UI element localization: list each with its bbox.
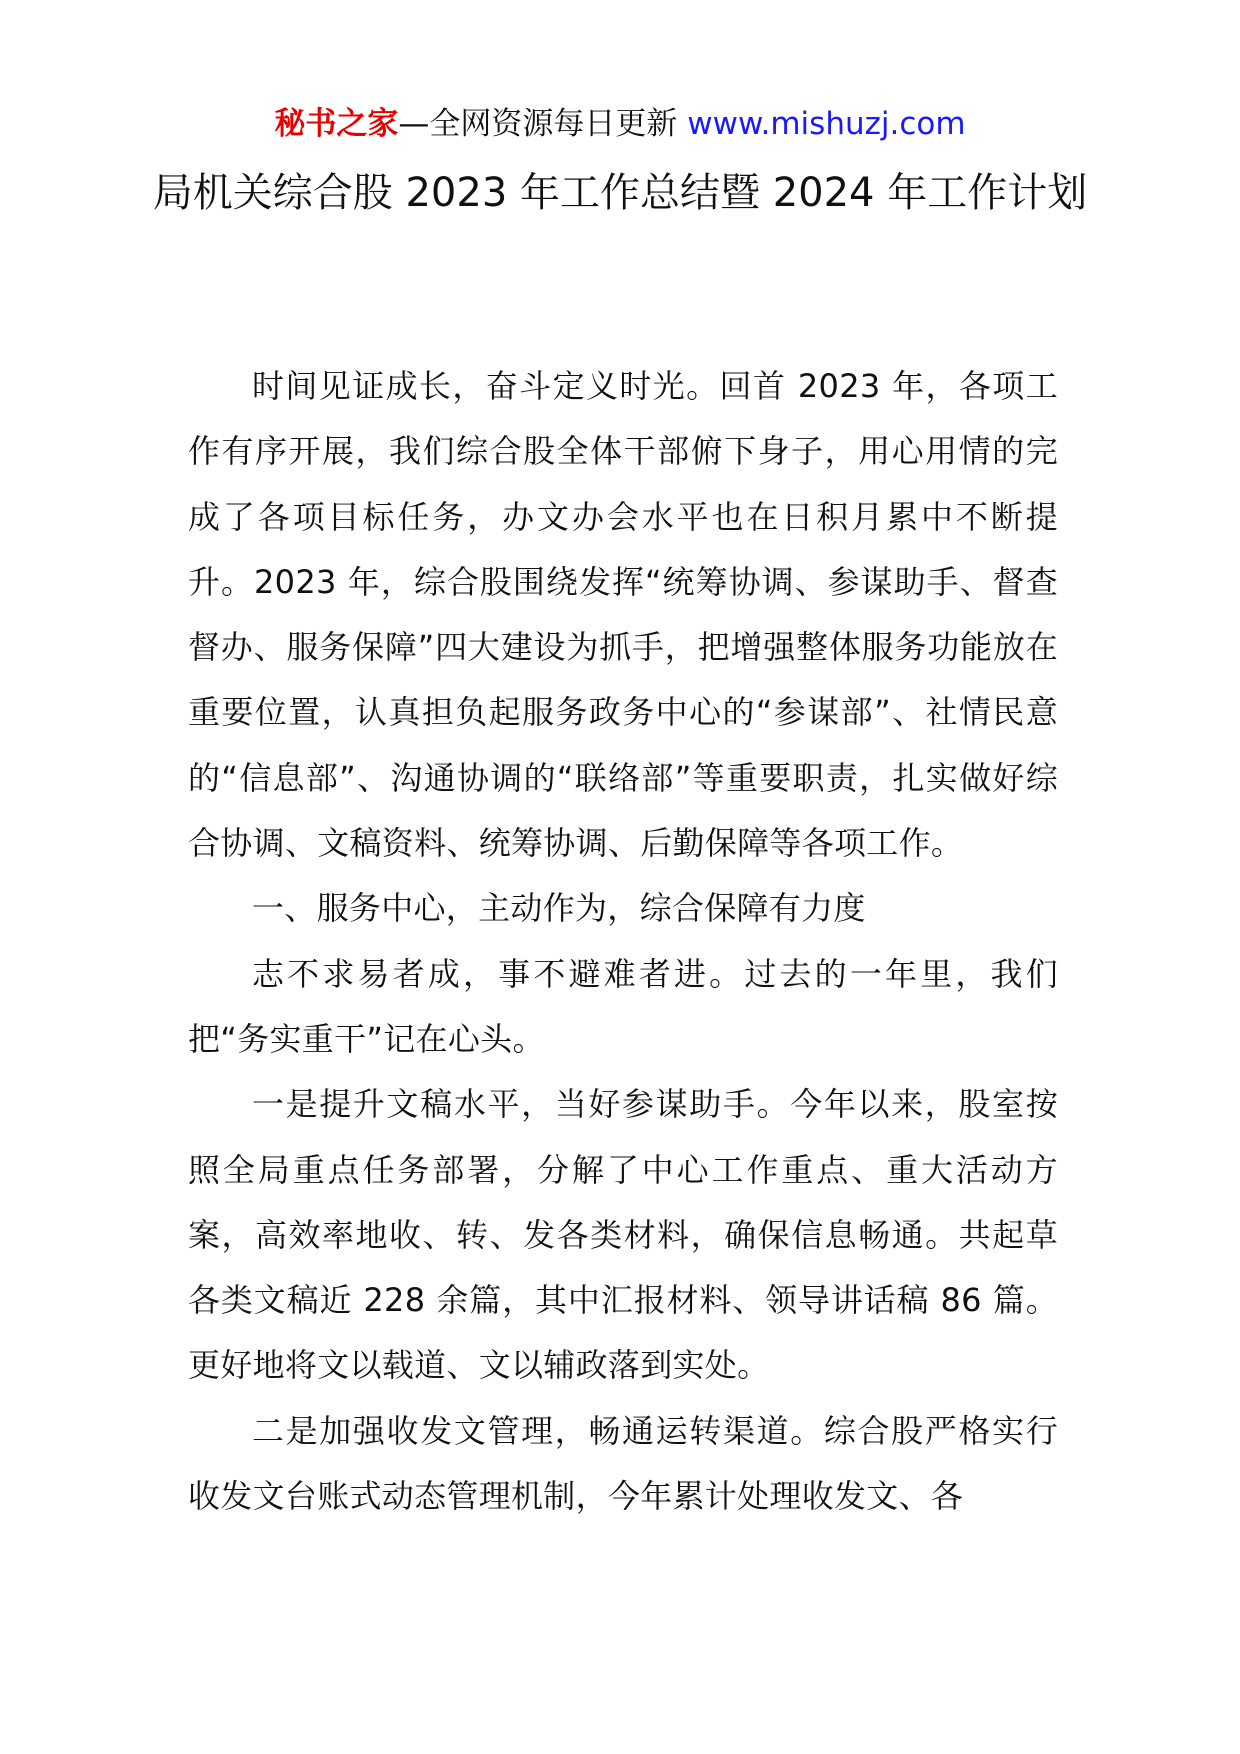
site-banner	[0, 100, 1240, 148]
document-title: 局机关综合股 2023 年工作总结暨 2024 年工作计划	[152, 170, 1088, 216]
document-body	[188, 354, 1058, 1529]
intro-paragraph: 时间见证成长，奋斗定义时光。回首 2023 年，各项工作有序开展，我们综合股全体干部俯下身子，用心用情的完成了各项目标任务，办文办会水平也在日积月累中不断提升。2023 年，综合股围绕发挥“统筹协调、参谋助手、督查督办、服务保障”四大建设为抓手，把增强整体服务功能放在重要位置，认真担负起服务政务中心的“参谋部”、社情民意的“信息部”、沟通协调的“联络部”等重要职责，扎实做好综合协调、文稿资料、统筹协调、后勤保障等各项工作。	[188, 367, 1058, 863]
brand-name: 秘书之家	[274, 106, 399, 142]
site-link[interactable]: www.mishuzj.com	[687, 106, 966, 142]
body-paragraph: 一是提升文稿水平，当好参谋助手。今年以来，股室按照全局重点任务部署，分解了中心工作重点、重大活动方案，高效率地收、转、发各类材料，确保信息畅通。共起草各类文稿近 228 余篇，其中汇报材料、领导讲话稿 86 篇。更好地将文以载道、文以辅政落到实处。	[188, 1085, 1058, 1385]
body-paragraph: 志不求易者成，事不避难者进。过去的一年里，我们把“务实重干”记在心头。	[188, 954, 1058, 1058]
brand-tagline: —全网资源每日更新	[398, 106, 678, 142]
section-heading-1: 一、服务中心，主动作为，综合保障有力度	[252, 889, 866, 928]
body-paragraph: 二是加强收发文管理，畅通运转渠道。综合股严格实行收发文台账式动态管理机制，今年累计处理收发文、各	[188, 1411, 1058, 1516]
